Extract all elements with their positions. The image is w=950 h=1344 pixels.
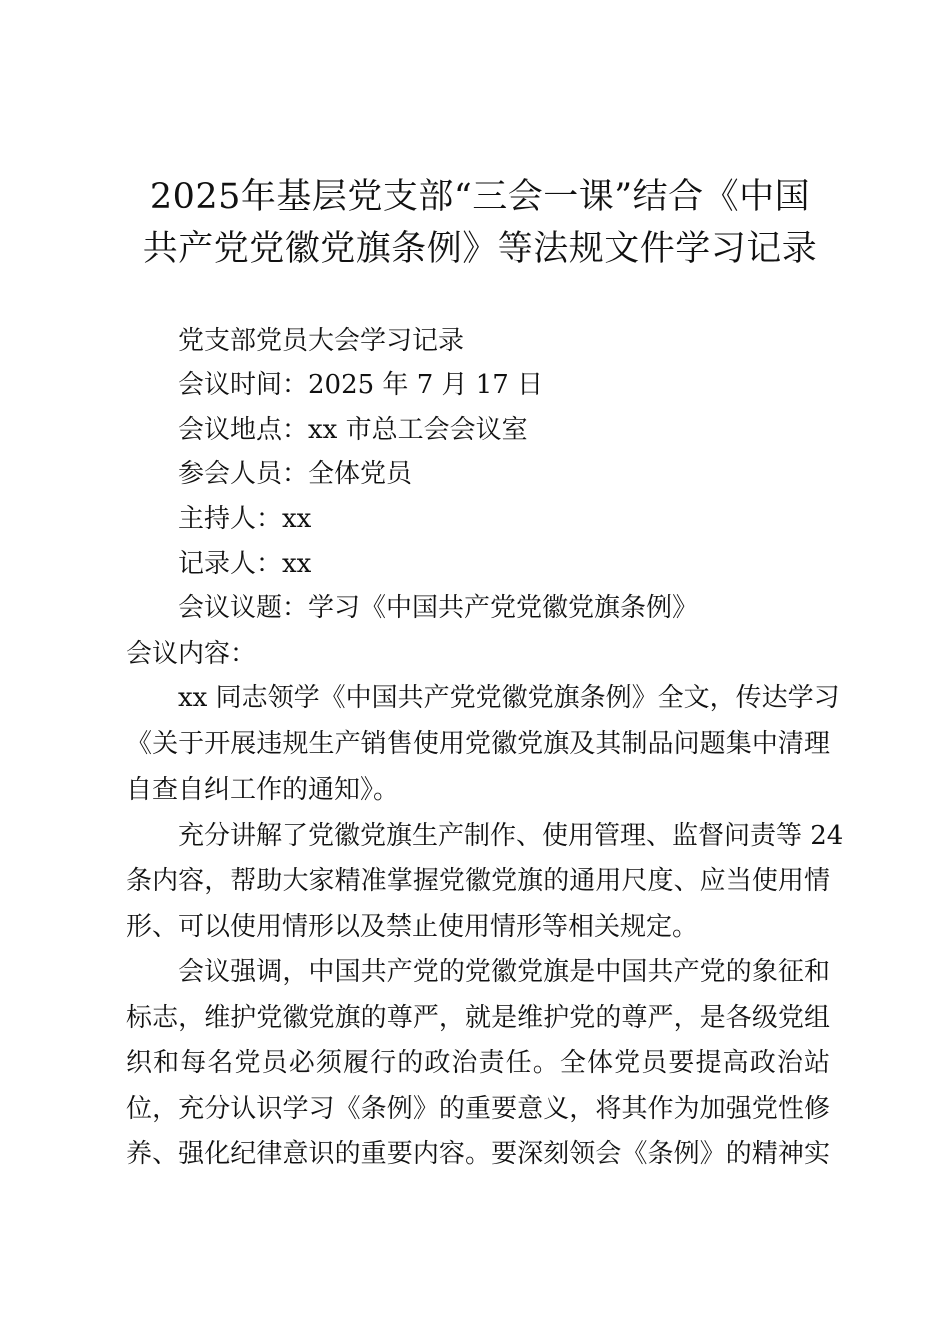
content-label: 会议内容：	[126, 639, 257, 669]
attendees: 参会人员：全体党员	[178, 459, 413, 489]
paragraph-1-line-3: 自查自纠工作的通知》。	[126, 775, 400, 805]
paragraph-3-line-1: 会议强调，中国共产党的党徽党旗是中国共产党的象征和	[178, 957, 830, 987]
paragraph-3-line-5: 养、强化纪律意识的重要内容。要深刻领会《条例》的精神实	[126, 1139, 830, 1169]
paragraph-2-line-1: 充分讲解了党徽党旗生产制作、使用管理、监督问责等 24	[178, 821, 844, 851]
meeting-place: 会议地点：xx 市总工会会议室	[178, 415, 528, 445]
paragraph-2-line-2: 条内容，帮助大家精准掌握党徽党旗的通用尺度、应当使用情	[126, 866, 830, 896]
paragraph-3-line-3: 织和每名党员必须履行的政治责任。全体党员要提高政治站	[126, 1048, 830, 1078]
meeting-time: 会议时间：2025 年 7 月 17 日	[178, 370, 544, 400]
paragraph-2-line-3: 形、可以使用情形以及禁止使用情形等相关规定。	[126, 912, 699, 942]
meeting-topic: 会议议题：学习《中国共产党党徽党旗条例》	[178, 593, 699, 623]
host: 主持人：xx	[178, 504, 312, 534]
paragraph-3-line-2: 标志，维护党徽党旗的尊严，就是维护党的尊严，是各级党组	[126, 1003, 830, 1033]
paragraph-3-line-4: 位，充分认识学习《条例》的重要意义，将其作为加强党性修	[126, 1094, 830, 1124]
document-title-line-2: 共产党党徽党旗条例》等法规文件学习记录	[142, 229, 818, 269]
paragraph-1-line-1: xx 同志领学《中国共产党党徽党旗条例》全文，传达学习	[178, 683, 840, 713]
recorder: 记录人：xx	[178, 549, 312, 579]
paragraph-1-line-2: 《关于开展违规生产销售使用党徽党旗及其制品问题集中清理	[126, 729, 830, 759]
document-title-line-1: 2025年基层党支部“三会一课”结合《中国	[149, 177, 811, 217]
record-type: 党支部党员大会学习记录	[178, 326, 465, 356]
